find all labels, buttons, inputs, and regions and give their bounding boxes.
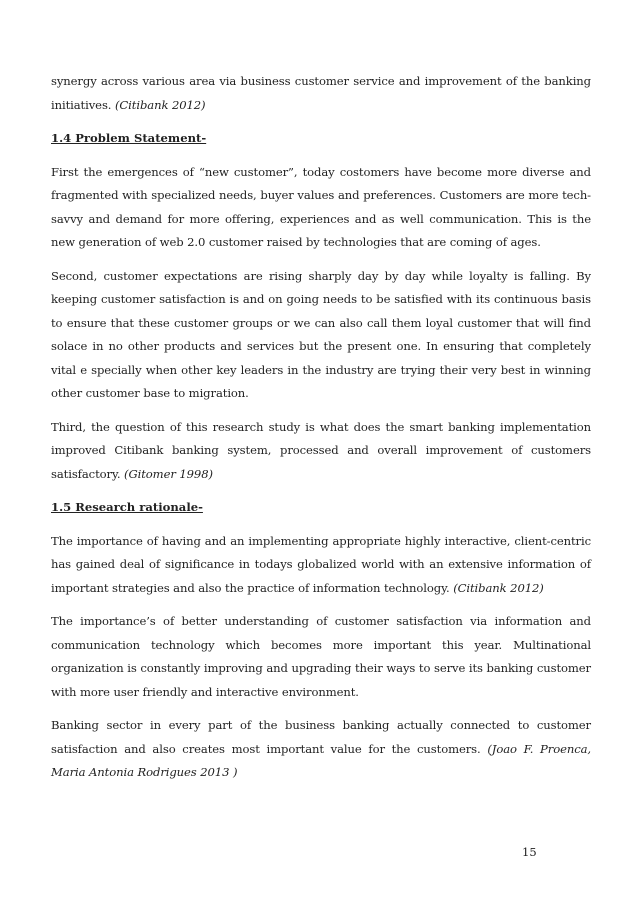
paragraph-third	[51, 416, 591, 487]
citation-proenca-rodrigues-2013: (Joao F. Proenca, Maria Antonia Rodrigues 2013 )	[51, 741, 591, 779]
heading-research-rationale: 1.5 Research rationale-	[51, 500, 203, 514]
page-number: 15	[522, 845, 537, 859]
paragraph-banking-sector	[51, 714, 591, 785]
paragraph-banking-sector-text: Banking sector in every part of the business banking actually connected to customer satisfaction and also creates most important value for the customers.	[51, 718, 591, 756]
paragraph-second: Second, customer expectations are rising sharply day by day while loyalty is falling. By keeping customer satisfaction is and on going needs to be satisfied with its continuous basis to ensure that these customer groups or we can also call them loyal customer that will find solace in no other products and services but the present one. In ensuring that completely vital e specially when other key leaders in the industry are trying their very best in winning other customer base to migration.	[51, 268, 591, 400]
paragraph-importance	[51, 530, 591, 601]
paragraph-third-text: Third, the question of this research study is what does the smart banking implementation improved Citibank banking system, processed and overall improvement of customers satisfactory.	[51, 419, 591, 481]
paragraph-importance-text: The importance of having and an implementing appropriate highly interactive, client-centric has gained deal of significance in todays globalized world with an extensive information of important strategies and also the practice of information technology.	[51, 533, 591, 595]
paragraph-understanding: The importance’s of better understanding of customer satisfaction via information and communication technology which becomes more important this year. Multinational organization is constantly improving and upgrading their ways to serve its banking customer with more user friendly and interactive environment.	[51, 614, 591, 699]
citation-citibank-2012-b: (Citibank 2012)	[453, 580, 544, 595]
citation-gitomer-1998: (Gitomer 1998)	[124, 466, 213, 481]
citation-citibank-2012: (Citibank 2012)	[114, 97, 206, 112]
paragraph-intro	[51, 70, 591, 117]
document-page	[51, 70, 591, 795]
paragraph-first: First the emergences of “new customer”, today costomers have become more diverse and fragmented with specialized needs, buyer values and preferences. Customers are more tech-savvy and demand for more offering, experiences and as well communication. This is the new generation of web 2.0 customer raised by technologies that are coming of ages.	[51, 164, 591, 249]
paragraph-intro-text: synergy across various area via business customer service and improvement of the banking initiatives.	[51, 74, 591, 112]
heading-problem-statement: 1.4 Problem Statement-	[51, 131, 207, 145]
